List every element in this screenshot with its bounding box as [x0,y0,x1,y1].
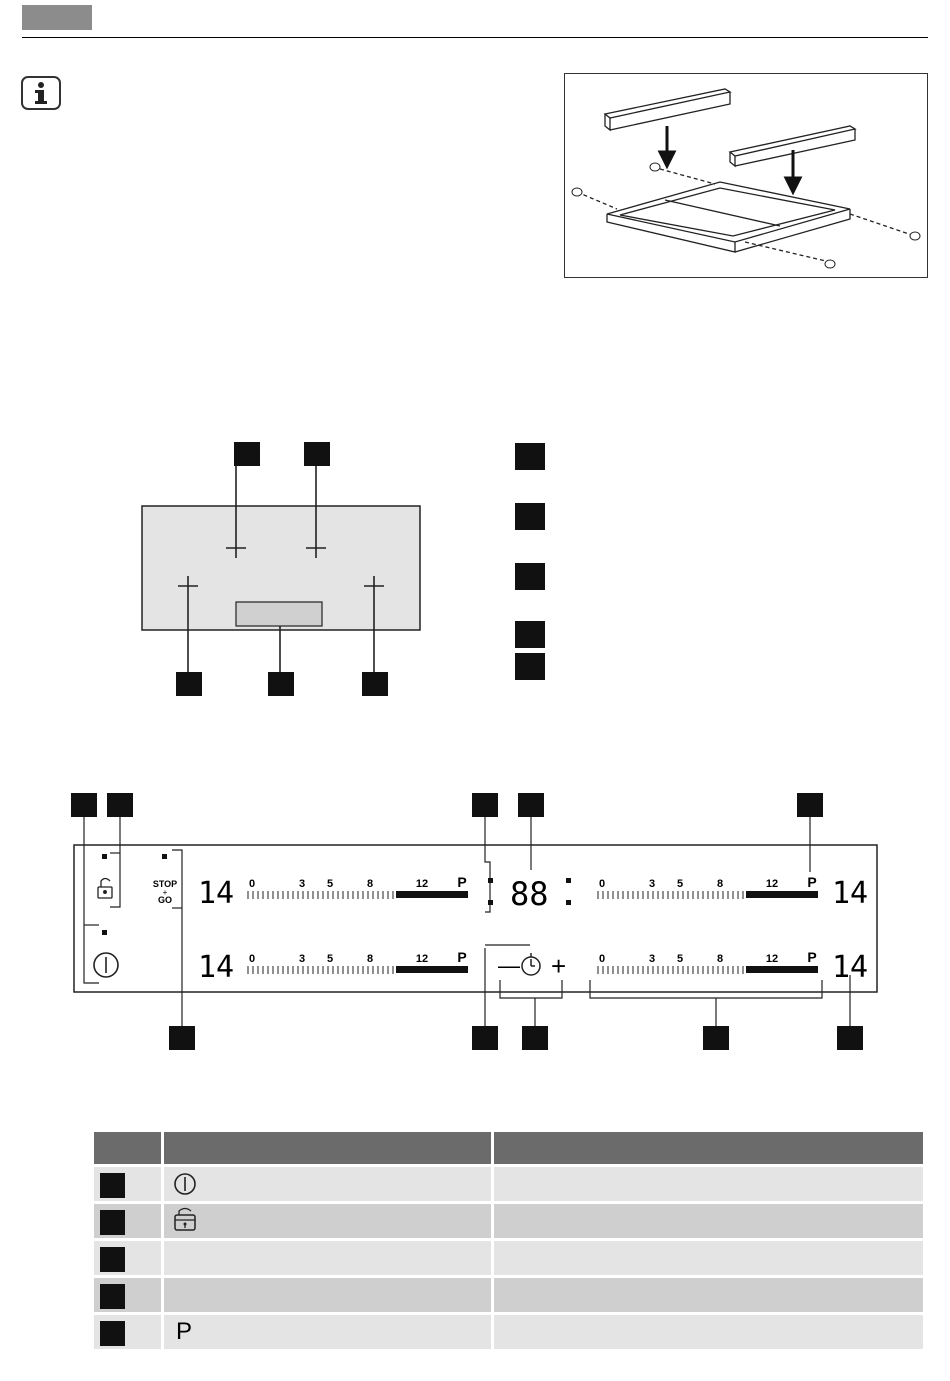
callout-marker [268,672,294,696]
table-row [94,1278,923,1312]
control-panel-diagram [0,780,950,1060]
indicator-dot [102,854,107,859]
callout-marker [176,672,202,696]
installation-figure [564,73,928,278]
table-row [94,1241,923,1275]
scale-bar[interactable] [746,966,818,973]
legend-marker [515,621,545,648]
stop-go-plus: + [162,888,168,897]
table-row [94,1315,923,1349]
indicator-dot [162,854,167,859]
callout-marker [518,793,544,817]
table-header-cell [164,1132,491,1164]
scale-label: 5 [326,878,334,890]
scale-label: 5 [676,953,684,965]
stop-go-go: GO [157,895,173,905]
callout-marker [107,793,133,817]
scale-label: 3 [298,878,306,890]
power-display: 14 [832,950,869,985]
power-display: 14 [198,950,235,985]
scale-label: 0 [248,878,256,890]
scale-label: 8 [716,953,724,965]
scale-label: 12 [415,953,429,965]
info-icon [21,76,61,110]
row-marker [100,1173,125,1198]
scale-label: 8 [716,878,724,890]
timer-clock-icon[interactable] [522,953,540,975]
scale-bar[interactable] [396,891,468,898]
table-row [94,1204,923,1238]
scale-label: 3 [298,953,306,965]
row-marker [100,1284,125,1309]
callout-marker [234,442,260,466]
callout-marker [472,1026,498,1050]
callout-marker [837,1026,863,1050]
callout-marker [522,1026,548,1050]
scale-label: 5 [676,878,684,890]
power-display: 14 [198,876,235,911]
callout-marker [797,793,823,817]
scale-label: 8 [366,878,374,890]
timer-plus-button[interactable]: + [551,951,567,981]
control-panel-rectangle [236,602,322,626]
scale-label: 3 [648,953,656,965]
cooking-surface-diagram [130,440,430,700]
installation-brackets-figure [565,74,927,277]
p-symbol: P [176,1318,193,1345]
header-tab [22,5,92,30]
scale-label: 12 [765,878,779,890]
row-marker [100,1321,125,1346]
timer-minus-button[interactable]: — [498,953,520,978]
lock-icon [170,1204,210,1238]
legend-marker [515,563,545,590]
scale-bar[interactable] [396,966,468,973]
info-glyph-icon [23,78,59,108]
scale-label: 3 [648,878,656,890]
row-marker [100,1247,125,1272]
power-display: 14 [832,876,869,911]
scale-label: 12 [415,878,429,890]
callout-marker [304,442,330,466]
table-row [94,1167,923,1201]
callout-marker [362,672,388,696]
on-off-icon [94,953,118,977]
lock-icon [98,879,112,899]
scale-label: 0 [598,878,606,890]
scale-label: 0 [598,953,606,965]
scale-bar[interactable] [746,891,818,898]
scale-label: 0 [248,953,256,965]
timer-display: 88 [510,875,549,913]
legend-marker [515,443,545,470]
scale-label: 12 [765,953,779,965]
header-rule [22,37,928,38]
callout-marker [472,793,498,817]
on-off-icon [170,1167,210,1201]
scale-label: P [807,874,817,890]
controls-table [91,1129,926,1352]
scale-label: P [457,874,467,890]
scale-label: P [807,949,817,965]
scale-label: 5 [326,953,334,965]
row-marker [100,1210,125,1235]
scale-label: 8 [366,953,374,965]
callout-marker [703,1026,729,1050]
callout-marker [71,793,97,817]
legend-marker [515,653,545,680]
indicator-dot [102,930,107,935]
stop-go-label: STOP [152,879,178,889]
table-header-cell [494,1132,923,1164]
callout-marker [169,1026,195,1050]
table-header-cell [94,1132,161,1164]
legend-marker [515,503,545,530]
scale-label: P [457,949,467,965]
